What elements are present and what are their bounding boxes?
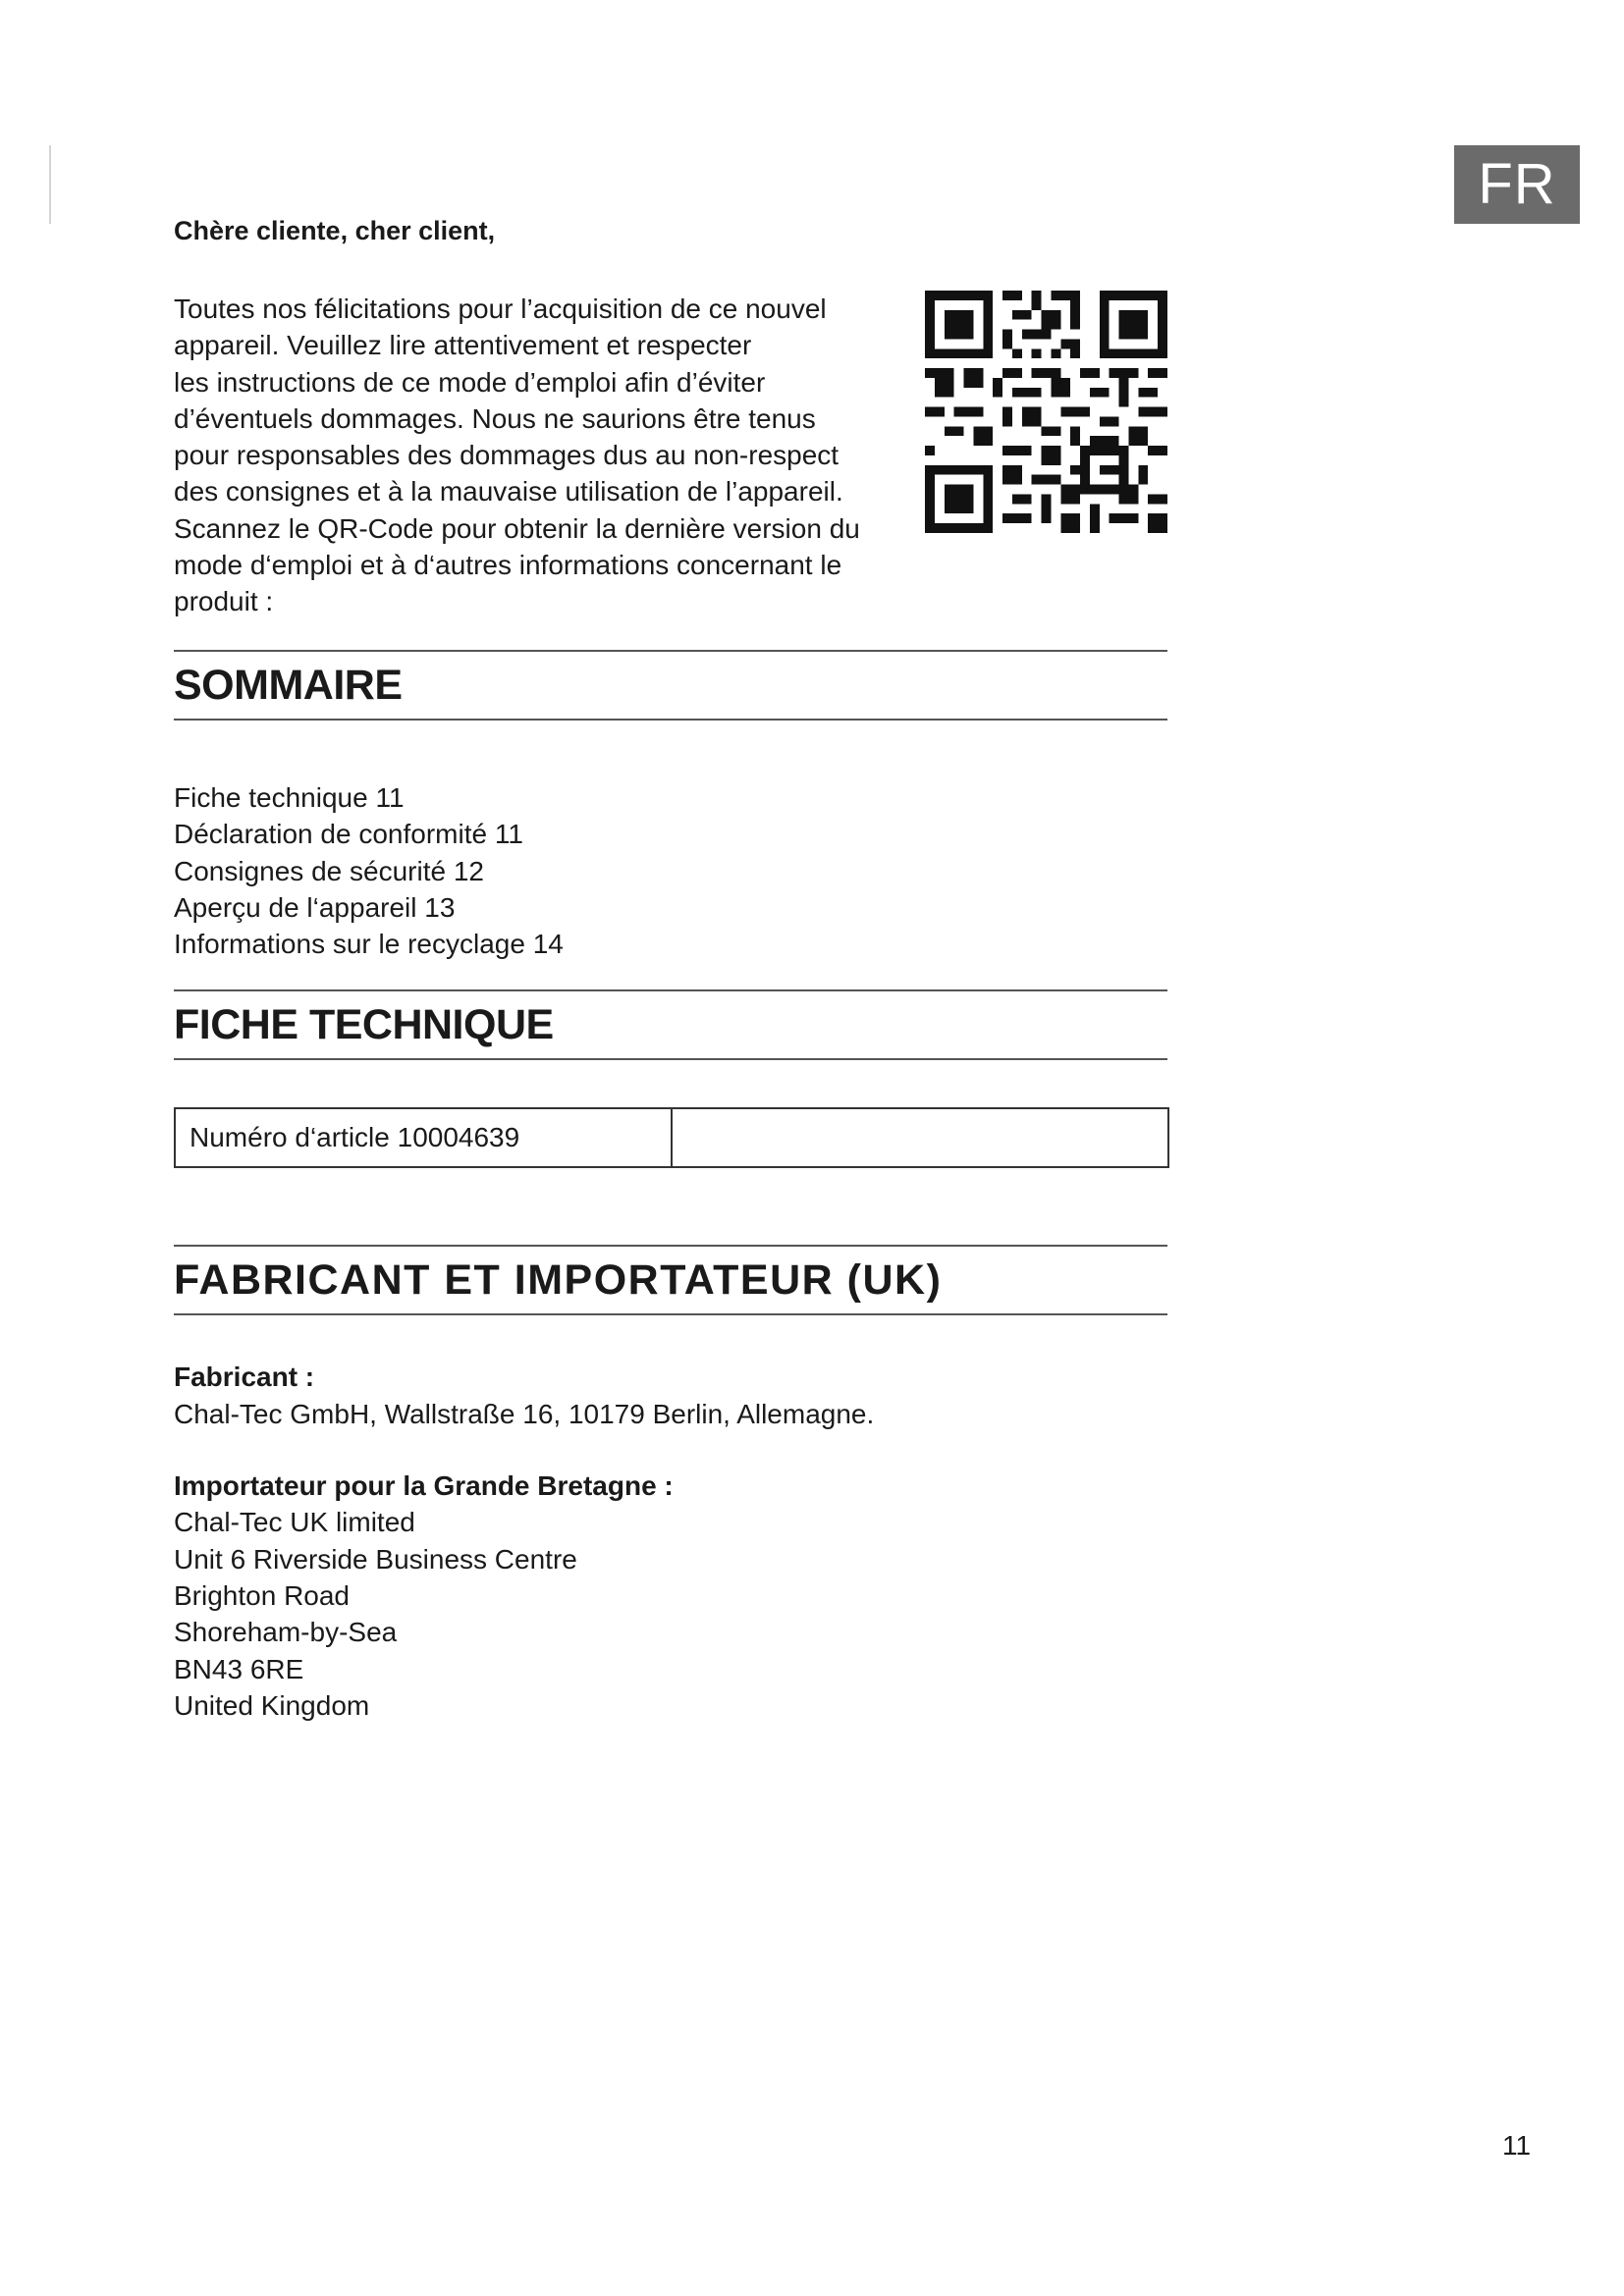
greeting: Chère cliente, cher client, (174, 216, 496, 245)
toc-section (174, 650, 1167, 962)
spec-title: FICHE TECHNIQUE (174, 1001, 554, 1049)
importer-line: Chal-Tec UK limited (174, 1507, 415, 1538)
intro-section (174, 291, 1167, 617)
spec-section (174, 989, 1167, 1168)
spec-table (174, 1107, 1169, 1168)
intro-paragraph (174, 291, 900, 620)
importer-line: United Kingdom (174, 1689, 370, 1721)
importer-line: Brighton Road (174, 1579, 351, 1611)
importer-label: Importateur pour la Grande Bretagne : (174, 1470, 674, 1502)
intro-line: Scannez le QR-Code pour obtenir la dernière version du (174, 512, 860, 544)
toc-list (174, 779, 1167, 962)
intro-line: les instructions de ce mode d’emploi afin d’éviter (174, 366, 766, 398)
language-badge: FR (1454, 145, 1580, 224)
toc-item[interactable]: Consignes de sécurité 12 (174, 855, 484, 886)
intro-line: Toutes nos félicitations pour l’acquisition de ce nouvel (174, 294, 827, 324)
importer-line: Shoreham-by-Sea (174, 1617, 398, 1648)
importer-block (174, 1468, 1167, 1724)
manufacturer-address: Chal-Tec GmbH, Wallstraße 16, 10179 Berlin, Allemagne. (174, 1398, 875, 1429)
intro-line: des consignes et à la mauvaise utilisation de l’appareil. (174, 476, 843, 507)
article-value-cell (672, 1108, 1168, 1167)
maker-header (174, 1245, 1167, 1315)
spec-header (174, 989, 1167, 1060)
manufacturer-block (174, 1359, 1167, 1432)
manufacturer-label: Fabricant : (174, 1362, 315, 1393)
intro-line: appareil. Veuillez lire attentivement et respecter (174, 330, 752, 361)
toc-item[interactable]: Informations sur le recyclage 14 (174, 929, 564, 960)
importer-line: BN43 6RE (174, 1653, 304, 1684)
toc-item[interactable]: Déclaration de conformité 11 (174, 819, 523, 850)
intro-line: pour responsables des dommages dus au non-respect (174, 440, 839, 471)
toc-item[interactable]: Fiche technique 11 (174, 782, 405, 813)
toc-item[interactable]: Aperçu de l‘appareil 13 (174, 891, 456, 923)
article-number-cell: Numéro d‘article 10004639 (175, 1108, 672, 1167)
maker-section (174, 1245, 1167, 1724)
page-content (174, 211, 1167, 1724)
margin-rule (49, 145, 51, 224)
qr-code-icon[interactable] (925, 291, 1167, 533)
table-row (175, 1108, 1168, 1167)
intro-line: mode d‘emploi et à d‘autres informations concernant le (174, 550, 842, 581)
intro-line: d’éventuels dommages. Nous ne saurions être tenus (174, 402, 816, 434)
toc-header (174, 650, 1167, 721)
page-number: 11 (1502, 2130, 1532, 2161)
importer-line: Unit 6 Riverside Business Centre (174, 1543, 577, 1575)
intro-line: produit : (174, 586, 274, 617)
toc-title: SOMMAIRE (174, 662, 403, 709)
maker-title: FABRICANT ET IMPORTATEUR (UK) (174, 1256, 943, 1305)
